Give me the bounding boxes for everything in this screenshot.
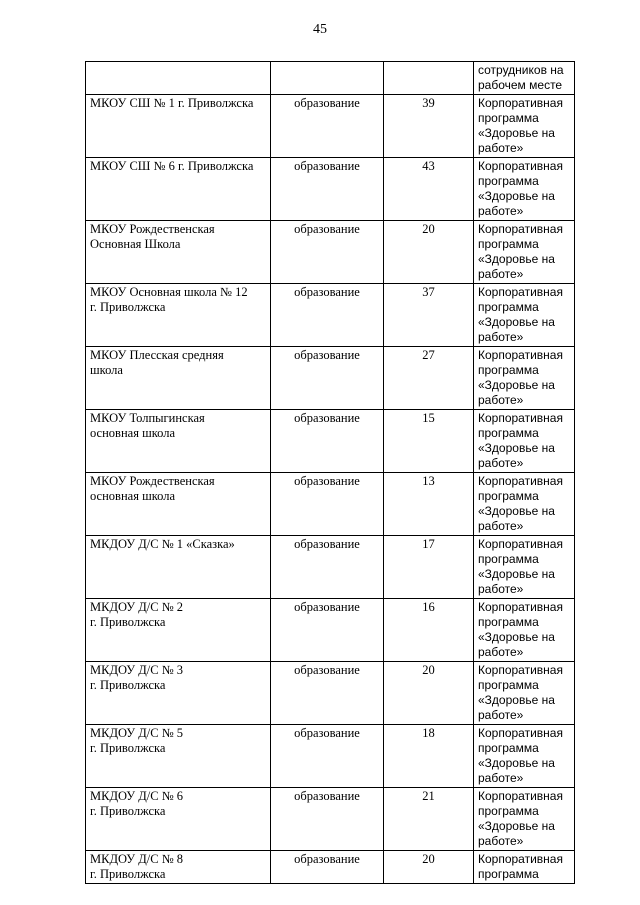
table-row [86, 95, 575, 158]
table-row [86, 662, 575, 725]
program-line: «Здоровье на [478, 441, 555, 455]
table-row [86, 284, 575, 347]
name-cell [86, 536, 271, 599]
sector-cell: образование [271, 473, 384, 536]
table-row [86, 536, 575, 599]
count-cell: 20 [384, 221, 474, 284]
program-line: программа [478, 552, 539, 566]
program-line: Корпоративная [478, 726, 563, 740]
program-line: работе» [478, 771, 524, 785]
table-row [86, 599, 575, 662]
count-cell: 17 [384, 536, 474, 599]
program-line: Корпоративная [478, 789, 563, 803]
organization-name-line2: г. Приволжска [90, 804, 166, 818]
program-cell [474, 221, 575, 284]
organization-name: МКДОУ Д/С № 8 [90, 852, 184, 866]
organization-name-line2: г. Приволжска [90, 678, 166, 692]
organization-name: МКДОУ Д/С № 2 [90, 600, 184, 614]
page-number: 45 [313, 22, 327, 37]
program-line: рабочем месте [478, 78, 563, 92]
program-line: «Здоровье на [478, 567, 555, 581]
sector-cell: образование [271, 158, 384, 221]
program-line: работе» [478, 582, 524, 596]
program-line: сотрудников на [478, 63, 564, 77]
name-cell [86, 158, 271, 221]
organization-name: МКОУ Рождественская [90, 222, 215, 236]
name-cell [86, 347, 271, 410]
count-cell: 16 [384, 599, 474, 662]
organization-name: МКОУ Плесская средняя [90, 348, 224, 362]
count-cell: 43 [384, 158, 474, 221]
count-cell: 21 [384, 788, 474, 851]
organization-name: МКДОУ Д/С № 1 «Сказка» [90, 537, 235, 551]
program-line: Корпоративная [478, 537, 563, 551]
organization-name: МКОУ СШ № 1 г. Приволжска [90, 96, 254, 110]
table-row [86, 788, 575, 851]
program-line: работе» [478, 267, 524, 281]
organization-name-line2: Основная Школа [90, 237, 181, 251]
program-cell [474, 599, 575, 662]
sector-cell: образование [271, 662, 384, 725]
name-cell [86, 284, 271, 347]
program-line: Корпоративная [478, 159, 563, 173]
program-line: работе» [478, 456, 524, 470]
organization-name-line2: г. Приволжска [90, 741, 166, 755]
program-line: программа [478, 615, 539, 629]
program-line: работе» [478, 708, 524, 722]
sector-cell: образование [271, 788, 384, 851]
program-line: Корпоративная [478, 600, 563, 614]
sector-cell: образование [271, 851, 384, 884]
sector-cell: образование [271, 95, 384, 158]
name-cell [86, 95, 271, 158]
program-line: Корпоративная [478, 348, 563, 362]
program-line: программа [478, 804, 539, 818]
program-cell [474, 284, 575, 347]
count-cell: 13 [384, 473, 474, 536]
program-cell [474, 662, 575, 725]
program-cell [474, 95, 575, 158]
program-line: работе» [478, 393, 524, 407]
count-cell: 20 [384, 662, 474, 725]
sector-cell [271, 62, 384, 95]
program-line: «Здоровье на [478, 756, 555, 770]
program-line: «Здоровье на [478, 126, 555, 140]
program-line: «Здоровье на [478, 252, 555, 266]
program-line: программа [478, 174, 539, 188]
program-line: Корпоративная [478, 96, 563, 110]
organization-name: МКОУ СШ № 6 г. Приволжска [90, 159, 254, 173]
sector-cell: образование [271, 725, 384, 788]
program-cell [474, 410, 575, 473]
program-cell [474, 158, 575, 221]
program-line: работе» [478, 834, 524, 848]
organization-name-line2: школа [90, 363, 123, 377]
program-line: программа [478, 111, 539, 125]
program-line: Корпоративная [478, 222, 563, 236]
program-line: Корпоративная [478, 852, 563, 866]
table-row [86, 221, 575, 284]
program-cell [474, 62, 575, 95]
organization-name: МКОУ Основная школа № 12 [90, 285, 248, 299]
organizations-table [85, 61, 575, 884]
name-cell [86, 221, 271, 284]
organization-name: МКДОУ Д/С № 5 [90, 726, 184, 740]
table-row [86, 347, 575, 410]
name-cell [86, 410, 271, 473]
count-cell: 15 [384, 410, 474, 473]
program-cell [474, 536, 575, 599]
program-line: программа [478, 300, 539, 314]
program-line: «Здоровье на [478, 630, 555, 644]
program-line: программа [478, 741, 539, 755]
name-cell [86, 788, 271, 851]
table-row [86, 725, 575, 788]
sector-cell: образование [271, 221, 384, 284]
program-line: работе» [478, 330, 524, 344]
program-line: Корпоративная [478, 474, 563, 488]
program-line: программа [478, 426, 539, 440]
name-cell [86, 662, 271, 725]
organization-name-line2: г. Приволжска [90, 615, 166, 629]
program-line: Корпоративная [478, 285, 563, 299]
name-cell [86, 62, 271, 95]
program-line: «Здоровье на [478, 315, 555, 329]
organization-name-line2: основная школа [90, 489, 175, 503]
program-line: программа [478, 678, 539, 692]
organization-name-line2: г. Приволжска [90, 300, 166, 314]
name-cell [86, 725, 271, 788]
sector-cell: образование [271, 599, 384, 662]
sector-cell: образование [271, 347, 384, 410]
program-line: Корпоративная [478, 411, 563, 425]
program-cell [474, 347, 575, 410]
table-row [86, 410, 575, 473]
count-cell: 37 [384, 284, 474, 347]
count-cell: 27 [384, 347, 474, 410]
program-line: программа [478, 363, 539, 377]
program-line: программа [478, 489, 539, 503]
program-line: Корпоративная [478, 663, 563, 677]
program-line: «Здоровье на [478, 819, 555, 833]
program-line: «Здоровье на [478, 189, 555, 203]
program-line: «Здоровье на [478, 378, 555, 392]
organization-name: МКОУ Рождественская [90, 474, 215, 488]
table-row [86, 62, 575, 95]
organization-name: МКДОУ Д/С № 6 [90, 789, 184, 803]
count-cell: 39 [384, 95, 474, 158]
program-cell [474, 788, 575, 851]
name-cell [86, 599, 271, 662]
organization-name: МКДОУ Д/С № 3 [90, 663, 184, 677]
program-line: программа [478, 237, 539, 251]
sector-cell: образование [271, 536, 384, 599]
program-cell [474, 473, 575, 536]
count-cell [384, 62, 474, 95]
program-cell [474, 725, 575, 788]
program-line: работе» [478, 645, 524, 659]
program-line: «Здоровье на [478, 504, 555, 518]
program-line: «Здоровье на [478, 693, 555, 707]
organization-name-line2: г. Приволжска [90, 867, 166, 881]
organization-name-line2: основная школа [90, 426, 175, 440]
organization-name: МКОУ Толпыгинская [90, 411, 205, 425]
program-line: работе» [478, 519, 524, 533]
table-row [86, 473, 575, 536]
sector-cell: образование [271, 284, 384, 347]
program-line: работе» [478, 204, 524, 218]
table-row [86, 158, 575, 221]
program-cell [474, 851, 575, 884]
name-cell [86, 473, 271, 536]
table-row [86, 851, 575, 884]
count-cell: 20 [384, 851, 474, 884]
count-cell: 18 [384, 725, 474, 788]
program-line: работе» [478, 141, 524, 155]
program-line: программа [478, 867, 539, 881]
name-cell [86, 851, 271, 884]
sector-cell: образование [271, 410, 384, 473]
